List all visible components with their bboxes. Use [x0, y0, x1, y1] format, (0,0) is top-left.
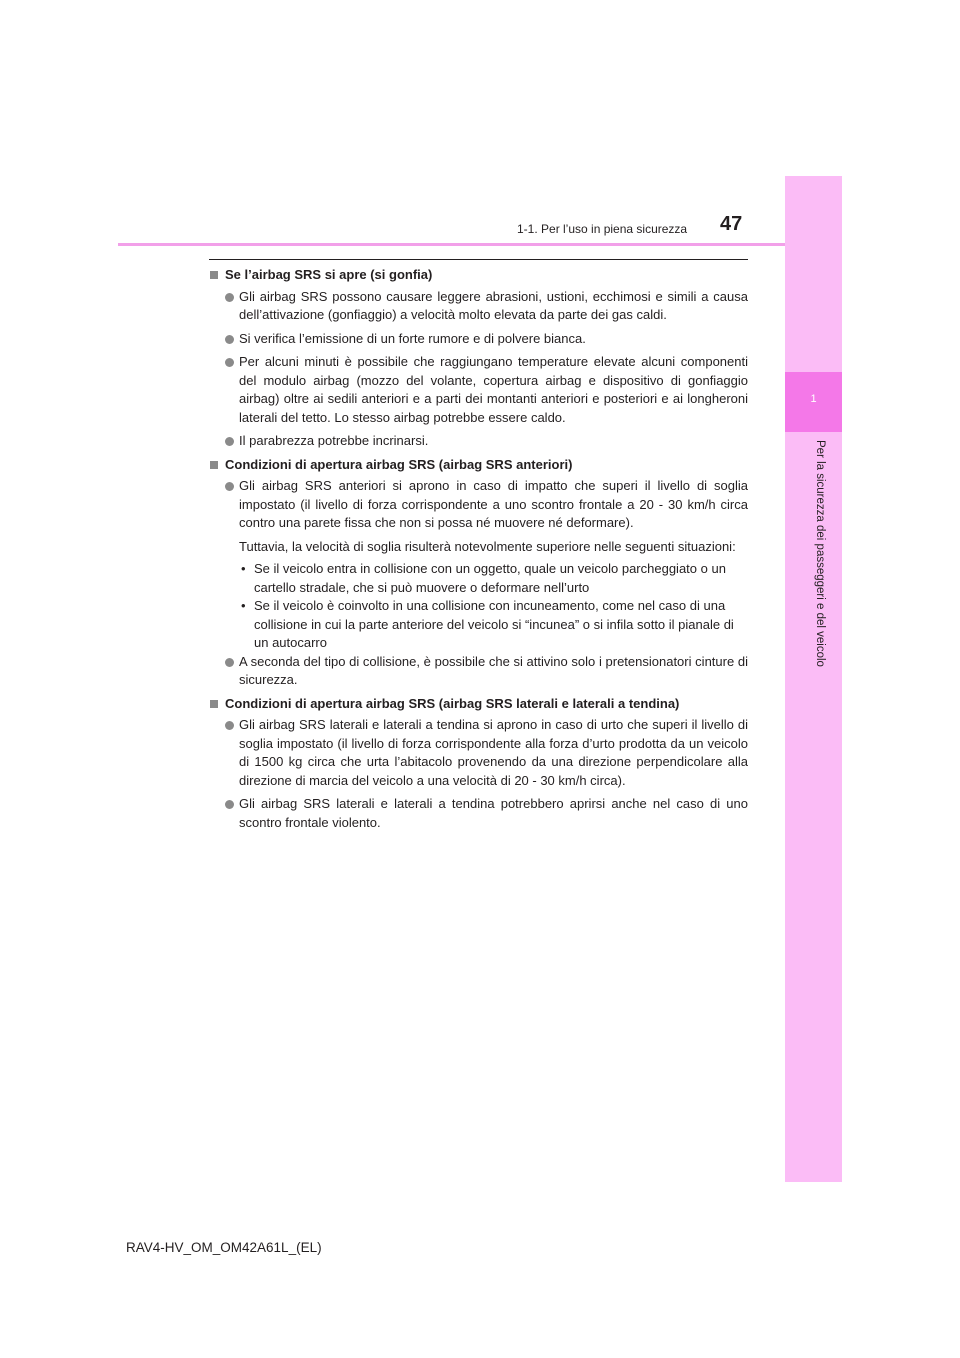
list-item: Il parabrezza potrebbe incrinarsi. [209, 432, 748, 451]
page-content [209, 264, 748, 837]
heading-side-airbag-conditions: Condizioni di apertura airbag SRS (airbag SRS laterali e laterali a tendina) [209, 695, 748, 714]
list-item: Per alcuni minuti è possibile che raggiungano temperature elevate alcuni componenti del modulo airbag (mozzo del volante, copertura airbag e dispositivo di gonfiaggio airbag) oltre ai sedili anteriori e a parti dei montanti anteriori e posteriori e ai longheroni laterali del tetto. Lo stesso airbag potrebbe essere caldo. [209, 353, 748, 427]
document-code: RAV4-HV_OM_OM42A61L_(EL) [126, 1240, 322, 1255]
heading-airbag-opens: Se l’airbag SRS si apre (si gonfia) [209, 266, 748, 285]
chapter-side-tab [785, 176, 842, 1182]
list-item: Gli airbag SRS laterali e laterali a tendina potrebbero aprirsi anche nel caso di uno scontro frontale violento. [209, 795, 748, 832]
sub-list-item: • Se il veicolo è coinvolto in una collisione con incuneamento, come nel caso di una collisione in cui la parte anteriore del veicolo si “incunea” o si infila sotto il pianale di un autocarro [209, 597, 748, 653]
sub-list-item: • Se il veicolo entra in collisione con un oggetto, quale un veicolo parcheggiato o un cartello stradale, che si può muovere o deformare nell’urto [209, 560, 748, 597]
chapter-number: 1 [810, 393, 817, 405]
section-title: 1-1. Per l’uso in piena sicurezza [517, 222, 688, 236]
page-number: 47 [720, 213, 743, 235]
list-item: A seconda del tipo di collisione, è possibile che si attivino solo i pretensionatori cinture di sicurezza. [209, 653, 748, 690]
list-item: Gli airbag SRS possono causare leggere abrasioni, ustioni, ecchimosi e simili a causa dell’attivazione (gonfiaggio) a velocità molto elevata da parte dei gas caldi. [209, 288, 748, 325]
content-top-rule [209, 259, 748, 260]
header-divider [118, 243, 785, 246]
list-item: Si verifica l’emissione di un forte rumore e di polvere bianca. [209, 330, 748, 349]
heading-front-airbag-conditions: Condizioni di apertura airbag SRS (airbag SRS anteriori) [209, 456, 748, 475]
threshold-paragraph: Tuttavia, la velocità di soglia risulterà notevolmente superiore nelle seguenti situazioni: [239, 538, 736, 554]
chapter-title-vertical: Per la sicurezza dei passeggeri e del veicolo [814, 440, 826, 667]
list-item: Gli airbag SRS laterali e laterali a tendina si aprono in caso di urto che superi il livello di soglia impostato (il livello di forza corrispondente alla forza d’urto prodotta da un veicolo di 1500 kg circa che urta l’abitacolo provenendo da una direzione perpendicolare alla direzione di marcia del veicolo a una velocità di 20 - 30 km/h circa). [209, 716, 748, 790]
list-item: Gli airbag SRS anteriori si aprono in caso di impatto che superi il livello di soglia impostato (il livello di forza corrispondente a uno scontro frontale a 20 - 30 km/h circa contro una parete fissa che non si possa né muovere né deformare). [209, 477, 748, 533]
